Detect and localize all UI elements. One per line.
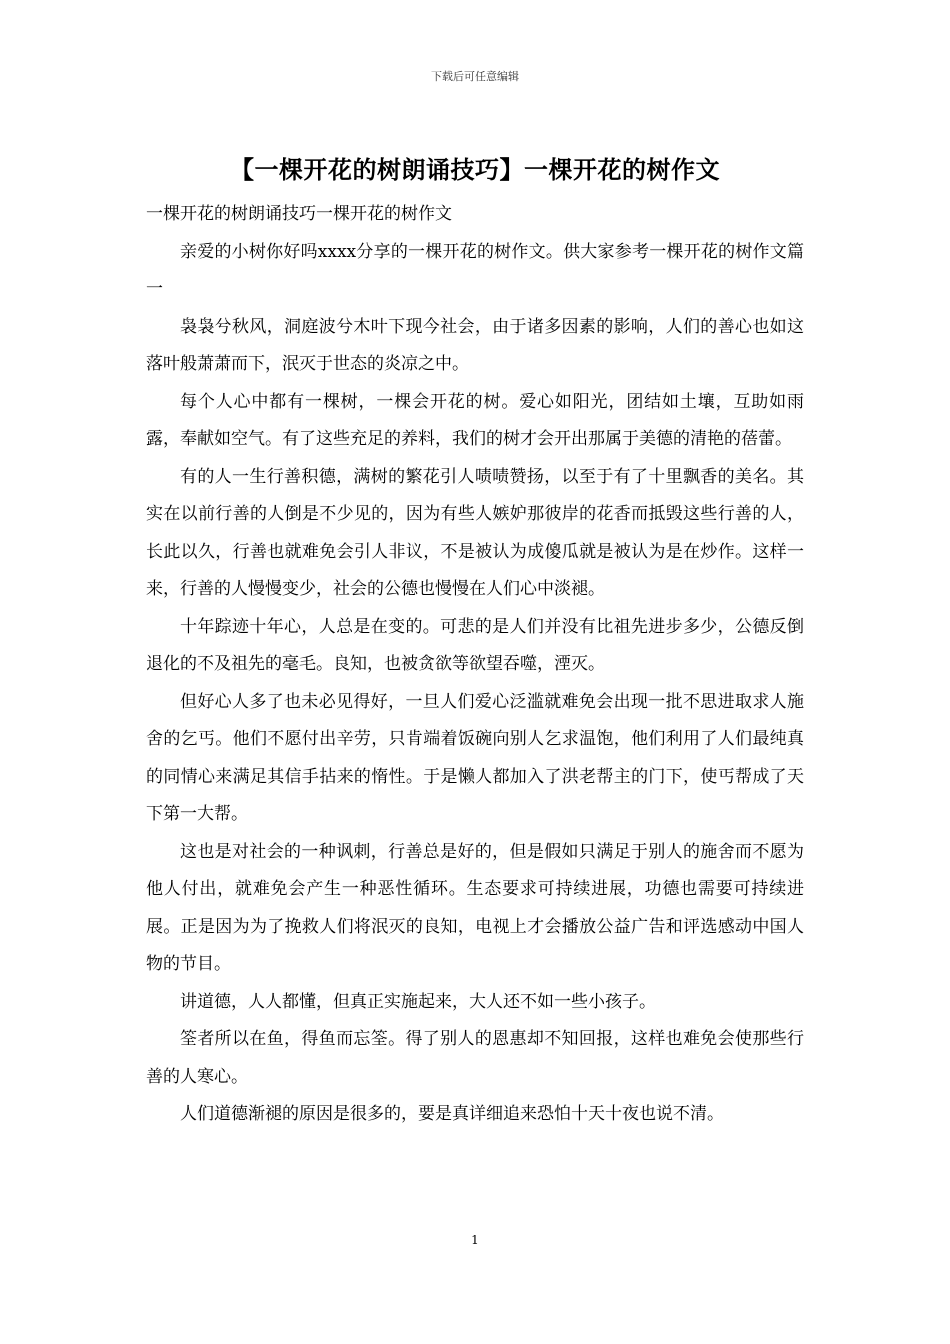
paragraph: 但好心人多了也未必见得好，一旦人们爱心泛滥就难免会出现一批不思进取求人施舍的乞丐。他们不愿付出辛劳，只肯端着饭碗向别人乞求温饱，他们利用了人们最纯真的同情心来满足其信手拈来的惰性。于是懒人都加入了洪老帮主的门下，使丐帮成了天下第一大帮。 bbox=[146, 691, 804, 824]
paragraph: 每个人心中都有一棵树，一棵会开花的树。爱心如阳光，团结如土壤，互助如雨露，奉献如空气。有了这些充足的养料，我们的树才会开出那属于美德的清艳的蓓蕾。 bbox=[146, 391, 804, 449]
paragraph: 筌者所以在鱼，得鱼而忘筌。得了别人的恩惠却不知回报，这样也难免会使那些行善的人寒心。 bbox=[146, 1029, 804, 1087]
paragraph: 有的人一生行善积德，满树的繁花引人啧啧赞扬，以至于有了十里飘香的美名。其实在以前行善的人倒是不少见的，因为有些人嫉妒那彼岸的花香而抵毁这些行善的人，长此以久，行善也就难免会引人非议，不是被认为成傻瓜就是被认为是在炒作。这样一来，行善的人慢慢变少，社会的公德也慢慢在人们心中淡褪。 bbox=[146, 466, 804, 599]
paragraph: 讲道德，人人都懂，但真正实施起来，大人还不如一些小孩子。 bbox=[180, 991, 656, 1012]
paragraph: 亲爱的小树你好吗xxxx分享的一棵开花的树作文。供大家参考一棵开花的树作文篇一 bbox=[146, 241, 804, 299]
paragraph: 十年踪迹十年心，人总是在变的。可悲的是人们并没有比祖先进步多少，公德反倒退化的不及祖先的毫毛。良知，也被贪欲等欲望吞噬，湮灭。 bbox=[146, 616, 804, 674]
paragraph: 人们道德渐褪的原因是很多的，要是真详细追来恐怕十天十夜也说不清。 bbox=[180, 1104, 724, 1124]
paragraph: 袅袅兮秋风，洞庭波兮木叶下现今社会，由于诸多因素的影响，人们的善心也如这落叶般萧萧而下，泯灭于世态的炎凉之中。 bbox=[146, 316, 804, 374]
subtitle-line: 一棵开花的树朗诵技巧一棵开花的树作文 bbox=[146, 204, 452, 224]
paragraph: 这也是对社会的一种讽刺，行善总是好的，但是假如只满足于别人的施舍而不愿为他人付出，就难免会产生一种恶性循环。生态要求可持续进展，功德也需要可持续进展。正是因为为了挽救人们将泯灭的良知，电视上才会播放公益广告和评选感动中国人物的节目。 bbox=[146, 841, 804, 974]
page-number: 1 bbox=[471, 1233, 479, 1247]
document-body bbox=[146, 196, 804, 1134]
page-header-note: 下载后可任意编辑 bbox=[431, 70, 519, 83]
document-title: 【一棵开花的树朗诵技巧】一棵开花的树作文 bbox=[230, 156, 720, 184]
